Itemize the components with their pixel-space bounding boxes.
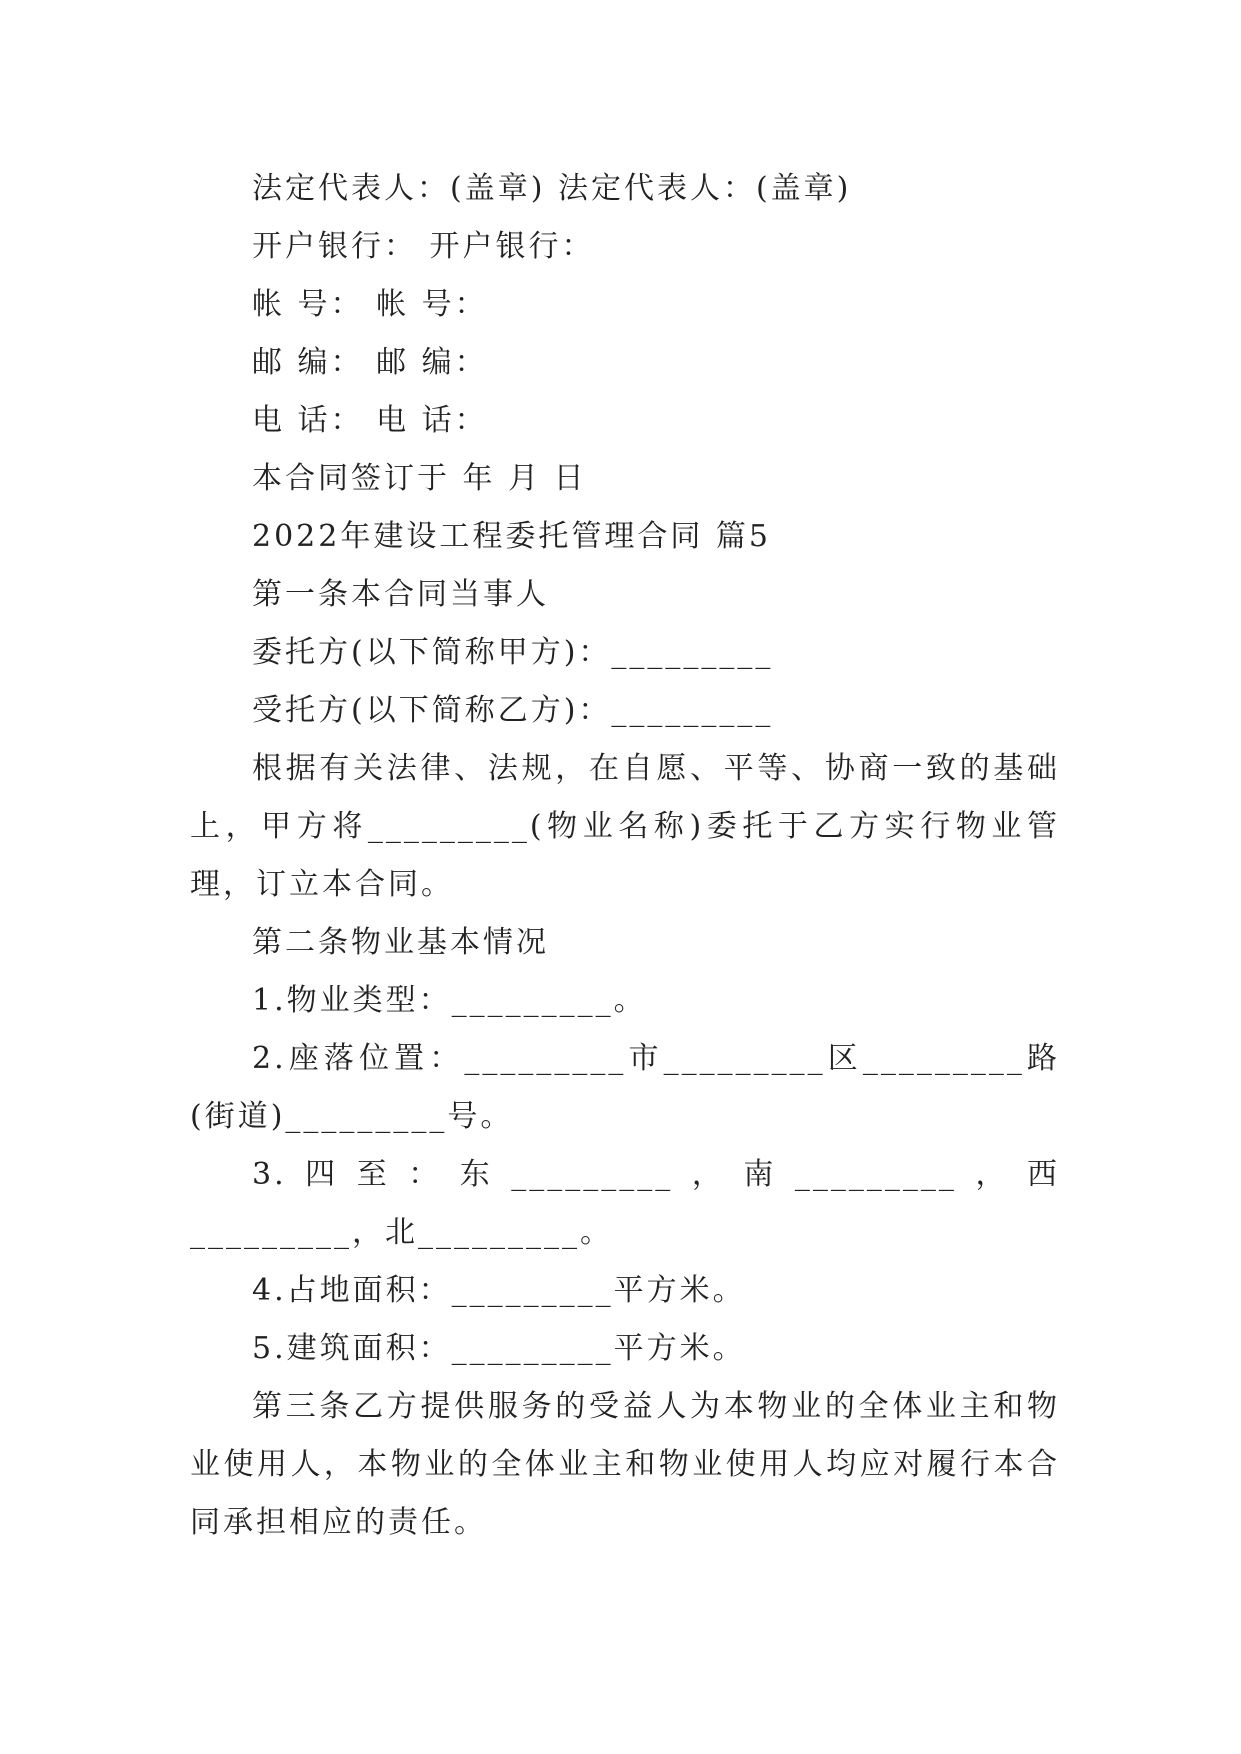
article-1-heading: 第一条本合同当事人 (252, 577, 549, 612)
article-2-heading: 第二条物业基本情况 (252, 925, 549, 960)
party-a-line: 委托方(以下简称甲方)：_________ (252, 635, 774, 670)
section-title: 2022年建设工程委托管理合同 篇5 (252, 519, 771, 554)
account-line: 帐 号： 帐 号： (252, 287, 488, 322)
boundaries-paragraph: 3.四至：东_________，南_________，西_________，北_________。 (190, 1157, 1060, 1250)
postcode-line: 邮 编： 邮 编： (252, 345, 488, 380)
phone-line: 电 话： 电 话： (252, 403, 488, 438)
property-type-line: 1.物业类型：_________。 (252, 983, 647, 1018)
preamble-paragraph: 根据有关法律、法规，在自愿、平等、协商一致的基础上，甲方将_________(物业名称)委托于乙方实行物业管理，订立本合同。 (190, 751, 1060, 902)
bank-line: 开户银行： 开户银行： (252, 229, 595, 264)
signing-date-line: 本合同签订于 年 月 日 (252, 461, 587, 496)
building-area-line: 5.建筑面积：_________平方米。 (252, 1331, 746, 1366)
legal-rep-line: 法定代表人：(盖章) 法定代表人：(盖章) (252, 171, 852, 206)
land-area-line: 4.占地面积：_________平方米。 (252, 1273, 746, 1308)
party-b-line: 受托方(以下简称乙方)：_________ (252, 693, 774, 728)
document-body (190, 160, 1060, 1552)
article-3-paragraph: 第三条乙方提供服务的受益人为本物业的全体业主和物业使用人，本物业的全体业主和物业使用人均应对履行本合同承担相应的责任。 (190, 1389, 1060, 1540)
location-paragraph: 2.座落位置：_________市_________区_________路(街道)_________号。 (190, 1041, 1060, 1134)
